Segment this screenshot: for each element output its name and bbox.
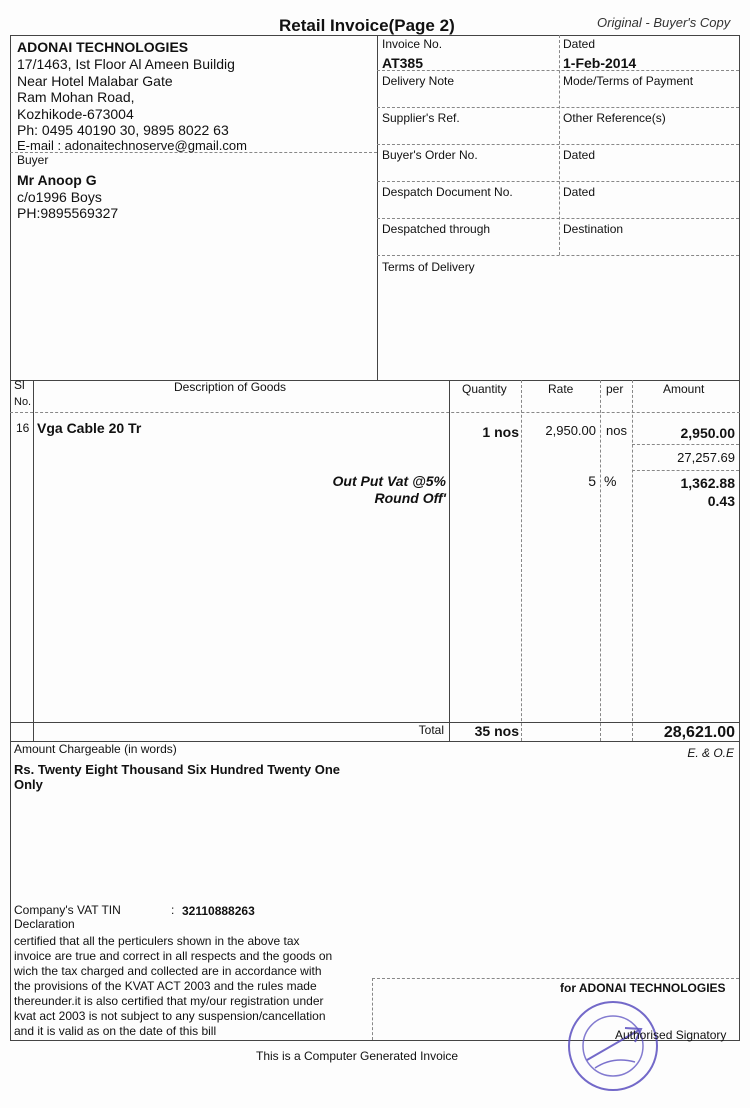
declaration-line: the provisions of the KVAT ACT 2003 and the rules made — [14, 979, 317, 993]
buyer-label: Buyer — [17, 153, 49, 167]
supplier-ref-label: Supplier's Ref. — [382, 111, 460, 125]
total-amount: 28,621.00 — [663, 724, 735, 741]
item-sl: 16 — [16, 421, 30, 435]
seller-address-line: Near Hotel Malabar Gate — [17, 73, 173, 89]
col-sl-header: Sl — [14, 378, 25, 392]
amount-words-line: Only — [14, 777, 43, 792]
seller-address-line: Kozhikode-673004 — [17, 106, 134, 122]
buyer-phone: PH:9895569327 — [17, 205, 119, 221]
subtotal-amount: 27,257.69 — [677, 450, 735, 465]
buyer-name: Mr Anoop G — [17, 172, 97, 188]
despatch-dated-label: Dated — [563, 185, 596, 199]
declaration-line: certified that all the perticulers shown in the above tax — [14, 934, 300, 948]
vat-tin-separator: : — [171, 903, 175, 917]
order-dated-label: Dated — [563, 148, 596, 162]
item-amount: 2,950.00 — [680, 425, 735, 441]
seller-name: ADONAI TECHNOLOGIES — [17, 39, 189, 55]
invoice-no-label: Invoice No. — [382, 37, 443, 51]
page-title: Retail Invoice(Page 2) — [279, 16, 455, 35]
other-ref-label: Other Reference(s) — [563, 111, 666, 125]
seller-email: E-mail : adonaitechnoserve@gmail.com — [17, 138, 247, 153]
dated-label: Dated — [563, 37, 596, 51]
col-quantity-header: Quantity — [462, 382, 507, 396]
copy-label: Original - Buyer's Copy — [597, 15, 731, 30]
buyer-address-line: c/o1996 Boys — [17, 189, 102, 205]
col-rate-header: Rate — [548, 382, 574, 396]
authorised-signatory-label: Authorised Signatory — [615, 1028, 727, 1042]
dated-value: 1-Feb-2014 — [563, 55, 637, 71]
invoice-no-value: AT385 — [382, 55, 423, 71]
vat-tin-label: Company's VAT TIN — [14, 903, 121, 917]
item-description: Vga Cable 20 Tr — [37, 420, 142, 436]
computer-generated-note: This is a Computer Generated Invoice — [256, 1049, 459, 1063]
total-label: Total — [418, 723, 444, 737]
item-rate: 2,950.00 — [545, 423, 596, 438]
item-per: nos — [606, 423, 627, 438]
vat-rate: 5 — [588, 473, 596, 489]
destination-label: Destination — [563, 222, 624, 236]
despatch-doc-label: Despatch Document No. — [382, 185, 513, 199]
declaration-line: invoice are true and correct in all respects and the goods on — [14, 949, 333, 963]
vat-label: Out Put Vat @5% — [332, 473, 446, 489]
seller-address-line: Ram Mohan Road, — [17, 89, 135, 105]
for-company-label: for ADONAI TECHNOLOGIES — [560, 981, 726, 995]
declaration-line: thereunder.it is also certified that my/our registration under — [14, 994, 324, 1008]
col-description-header: Description of Goods — [174, 380, 287, 394]
declaration-line: wich the tax charged and collected are in accordance with — [14, 964, 322, 978]
despatched-through-label: Despatched through — [382, 222, 491, 236]
total-quantity: 35 nos — [474, 723, 519, 739]
eoe-label: E. & O.E — [687, 746, 734, 760]
company-stamp — [565, 998, 661, 1094]
delivery-note-label: Delivery Note — [382, 74, 455, 88]
declaration-label: Declaration — [14, 917, 75, 931]
round-off-amount: 0.43 — [707, 493, 735, 509]
amount-words-label: Amount Chargeable (in words) — [14, 742, 177, 756]
col-per-header: per — [606, 382, 624, 396]
buyers-order-label: Buyer's Order No. — [382, 148, 478, 162]
col-amount-header: Amount — [663, 382, 705, 396]
declaration-line: kvat act 2003 is not subject to any suspension/cancellation — [14, 1009, 326, 1023]
vat-amount: 1,362.88 — [680, 475, 735, 491]
vat-per: % — [604, 473, 617, 489]
seller-address-line: 17/1463, Ist Floor Al Ameen Buildig — [17, 56, 235, 72]
terms-delivery-label: Terms of Delivery — [382, 260, 475, 274]
mode-terms-label: Mode/Terms of Payment — [563, 74, 694, 88]
seller-phone: Ph: 0495 40190 30, 9895 8022 63 — [17, 122, 229, 138]
declaration-line: and it is valid as on the date of this bill — [14, 1024, 217, 1038]
vat-tin-value: 32110888263 — [182, 904, 255, 918]
col-no-header: No. — [14, 396, 32, 408]
amount-words-line: Rs. Twenty Eight Thousand Six Hundred Twenty One — [14, 762, 340, 777]
item-quantity: 1 nos — [482, 424, 519, 440]
round-off-label: Round Off' — [374, 490, 446, 506]
